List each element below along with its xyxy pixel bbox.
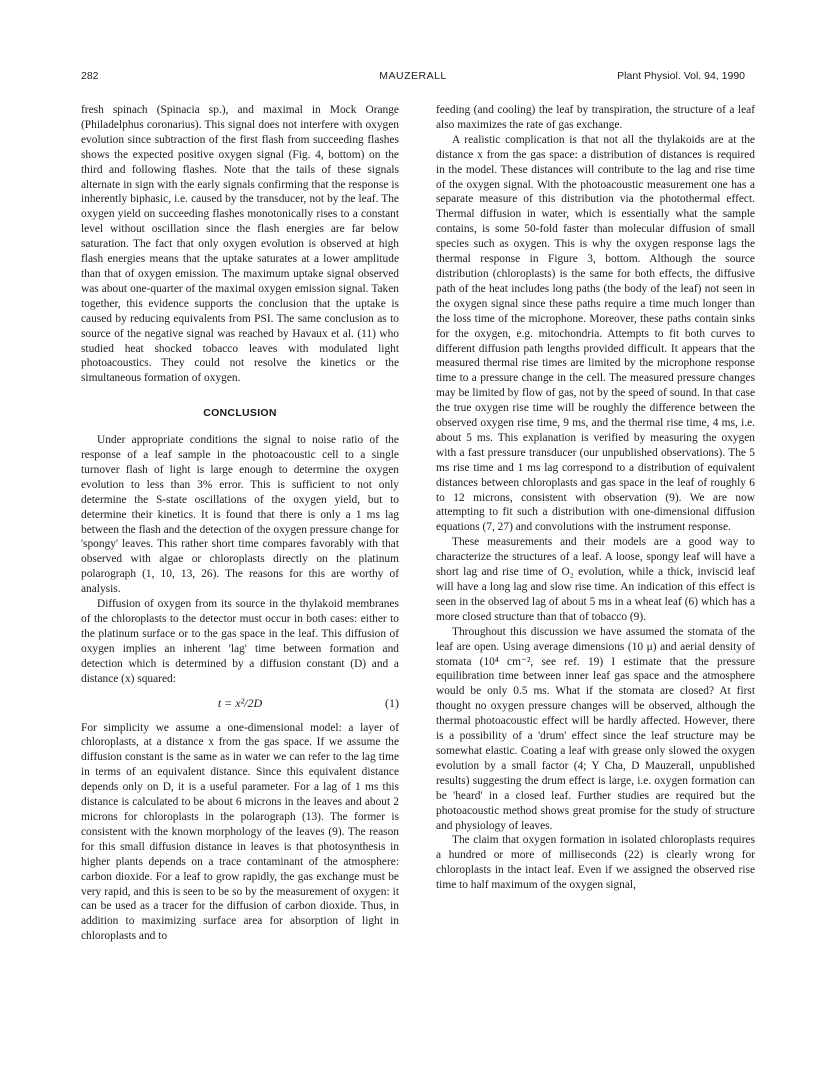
paragraph-right-5: The claim that oxygen formation in isolated chloroplasts requires a hundred or more of milliseconds (22) is clearly wrong for chloroplasts in the intact leaf. Even if we assigned the observed rise time to half maximum of the oxygen signal,: [436, 834, 755, 892]
equation-1: [81, 693, 399, 715]
running-author: MAUZERALL: [379, 70, 447, 82]
paragraph-right-2: A realistic complication is that not all the thylakoids are at the distance x from the gas space: a distribution of distances is required in the model. These distances will contribute to the lag and rise time of the oxygen signal. With the photoacoustic measurement one has a separate measure of this distribution via the photothermal effect. Thermal diffusion in water, which is essentially what the sample contains, is some 50-fold faster than molecular diffusion of small species such as oxygen. This is why the oxygen response lags the thermal response in Figure 3, bottom. Although the source distribution (chloroplasts) is the same for both effects, the diffusive path of the heat includes long paths (the body of the leaf) not seen in the oxygen signal since these paths require a time much longer than the loss time of the microphone. Moreover, these paths contain sinks for the oxygen, e.g. mitochondria. Attempts to fit both curves to different diffusion path lengths provided difficult. It appears that the measured thermal rise times are limited by the microphone response time to a pressure change in the cell. The measured pressure changes may be limited by flow of gas, not by the speed of sound. In that case the true oxygen rise time will be roughly the difference between the observed oxygen rise time, 9 ms, and the thermal rise time, 4 ms, i.e. about 5 ms. This explanation is verified by measuring the oxygen with a fast pressure transducer (our unpublished observations). The 5 ms rise time and 1 ms lag correspond to a distribution of equivalent distances between chloroplasts and gas space in the leaf of roughly 6 to 12 microns, consistent with observation (9). We are now attempting to fit such a distribution with one-dimensional diffusion equations (7, 27) and convolutions with the instrument response.: [436, 133, 755, 534]
paragraph-right-4: Throughout this discussion we have assumed the stomata of the leaf are open. Using average dimensions (10 μ) and aerial density of stomata (10⁴ cm⁻², see ref. 19) I estimate that the pressure equilibration time between inner leaf gas space and the atmosphere would be only 0.5 ms. What if the stomata are closed? At first thought no oxygen pressure changes will be observed, although the thermal photoacoustic effect will be hardly affected. However, there is a possibility of a 'drum' effect since the leaf structure may be somewhat elastic. Coating a leaf with grease only slowed the oxygen evolution by a small factor (4; Y Cha, D Mauzerall, unpublished results) suggesting the drum effect is large, i.e. oxygen formation can be 'heard' in a closed leaf. Further studies are required but the photoacoustic method shows great promise for the study of structure and physiology of leaves.: [436, 625, 755, 832]
paragraph-conclusion-1: Under appropriate conditions the signal to noise ratio of the response of a leaf sample in the photoacoustic cell to a single turnover flash of light is large enough to determine the oxygen evolution to less than 3% error. This is sufficient to not only determine the S-state oscillations of the oxygen yield, but to determine their kinetics. It is found that there is only a 1 ms lag between the flash and the detection of the oxygen pressure change for 'spongy' leaves. This rather short time compares favorably with that observed with algae or chloroplasts directly on the platinum polarograph (1, 10, 13, 26). The reasons for this are worthy of analysis.: [81, 434, 399, 596]
page-number: 282: [81, 70, 99, 82]
paragraph-right-1: feeding (and cooling) the leaf by transpiration, the structure of a leaf also maximizes the rate of gas exchange.: [436, 104, 755, 131]
paragraph-continued: fresh spinach (Spinacia sp.), and maximal in Mock Orange (Philadelphus coronarius). This signal does not interfere with oxygen evolution since subtraction of the first flash from succeeding flashes shows the expected positive oxygen signal (Fig. 4, bottom) on the third and following flashes. Note that the tails of these signals alternate in sign with the early signals confirming that the response is inherently biphasic, i.e. caused by the transducer, not by the leaf. The oxygen yield on succeeding flashes monotonically rises to a constant level without oscillation since the flash energies are far below saturation. The fact that only oxygen evolution is observed at high flash energies means that the uptake saturates at a lower amplitude than that of oxygen emission. The maximum uptake signal observed was about one-quarter of the maximal oxygen emission signal. Taken together, this evidence supports the conclusion that the uptake is caused by reducing equivalents from PSI. The same conclusion as to source of the negative signal was reached by Havaux et al. (11) who studied heat shocked tobacco leaves with modulated light photoacoustics. They could not resolve the kinetics or the simultaneous formation of oxygen.: [81, 104, 399, 385]
equation-number: (1): [385, 695, 399, 710]
equation-text: t = x²/2D: [217, 695, 263, 710]
paragraph-conclusion-2: Diffusion of oxygen from its source in the thylakoid membranes of the chloroplasts to the detector must occur in both cases: either to the platinum surface or to the gas space in the leaf. This diffusion of oxygen implies an inherent 'lag' time between formation and detection which is determined by a diffusion constant (D) and a distance (x) squared:: [81, 598, 399, 685]
page-header: [81, 70, 745, 84]
paragraph-right-3: These measurements and their models are a good way to characterize the structures of a leaf. A loose, spongy leaf will have a short lag and rise time of O₂ evolution, while a thick, inviscid leaf will have a long lag and slow rise time. An indication of this effect is seen in the observed lag of about 5 ms in a wheat leaf (6) which has a more closed structure than that of tobacco (9).: [436, 536, 755, 623]
journal-citation: Plant Physiol. Vol. 94, 1990: [617, 70, 745, 82]
right-column: [436, 103, 755, 893]
section-heading-conclusion: CONCLUSION: [203, 407, 277, 420]
left-column: [81, 103, 399, 944]
paragraph-conclusion-3: For simplicity we assume a one-dimensional model: a layer of chloroplasts, at a distance x from the gas space. If we assume the diffusion constant is the same as in water we can refer to the lag time in terms of an equivalent distance. Since this equivalent distance depends only on D, it is a useful parameter. For a lag of 1 ms this distance is calculated to be about 6 microns in the leaves and about 2 microns for chloroplasts in the polarograph (13). The former is consistent with the known morphology of the leaves (9). The reason for this small diffusion distance in leaves is that photosynthesis in higher plants depends on a trace contaminant of the atmosphere: carbon dioxide. For a leaf to grow rapidly, the gas exchange must be very rapid, and this is seen to be so by the measurement of oxygen: it can be used as a tracer for the diffusion of carbon dioxide. Thus, in addition to maximizing surface area for absorption of light in chloroplasts and to: [81, 721, 399, 943]
